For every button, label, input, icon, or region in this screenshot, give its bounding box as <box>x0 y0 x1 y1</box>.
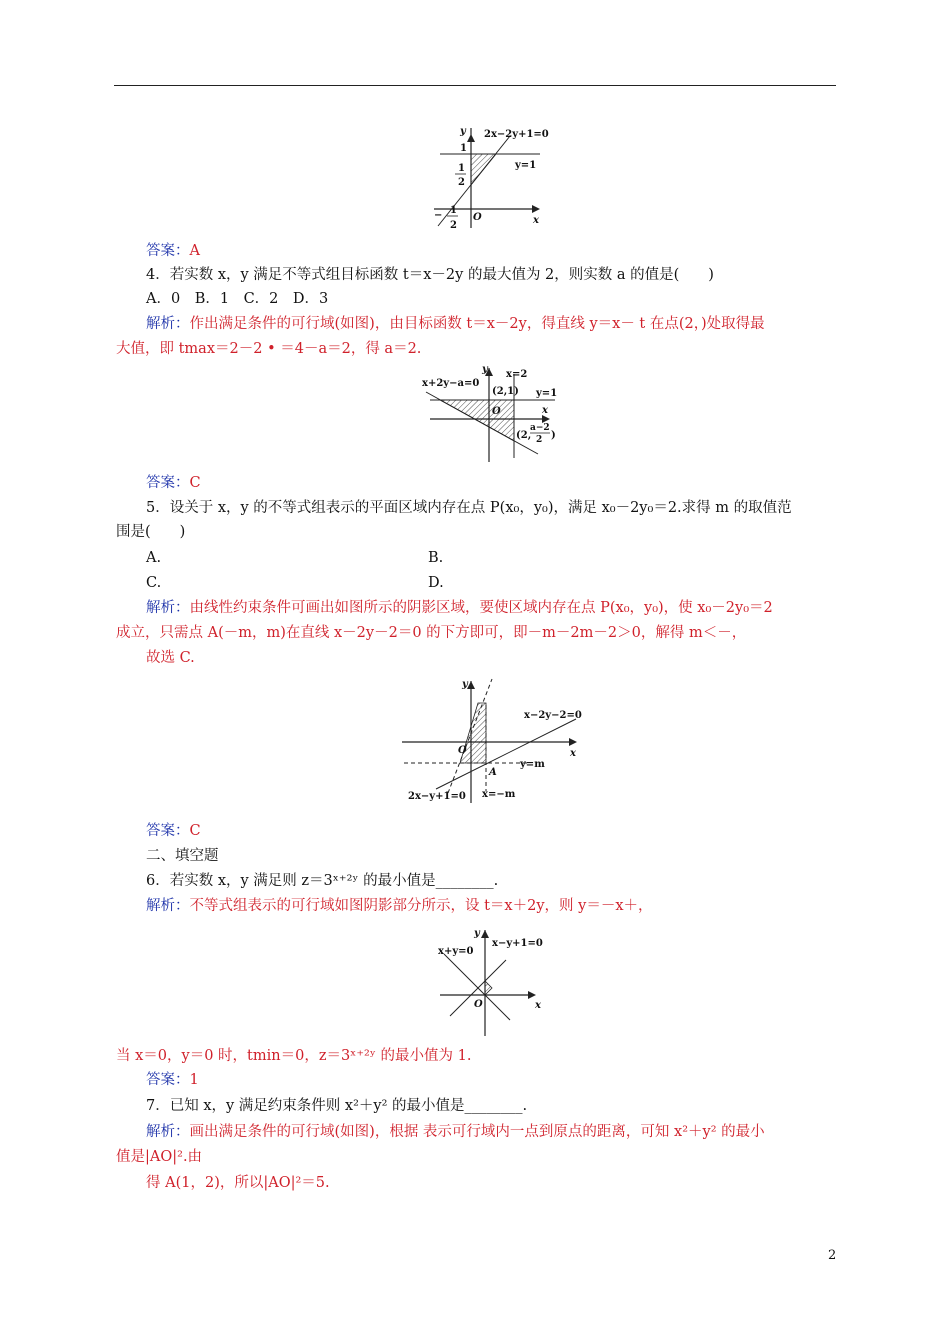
point-label: ) <box>551 430 556 441</box>
option-b: B. <box>428 550 444 566</box>
line-label: y=m <box>520 759 545 770</box>
line-label: 2x−2y+1=0 <box>484 129 549 140</box>
tick-label: 1 <box>450 205 457 216</box>
line-label: 2x−y+1=0 <box>408 791 466 802</box>
y-axis-label: y <box>462 679 468 690</box>
y-axis-label: y <box>482 364 488 375</box>
question-7-solution-end: 得 A(1，2)，所以|AO|²＝5. <box>146 1175 330 1191</box>
figure-4 <box>436 922 556 1040</box>
question-4-options: A．0 B．1 C．2 D．3 <box>146 291 329 307</box>
answer-1: 答案：A <box>146 243 200 259</box>
tick-label: 1 <box>460 143 467 154</box>
x-axis-label: x <box>542 405 548 416</box>
figure-3 <box>400 675 590 805</box>
line-label: x+y=0 <box>438 946 474 957</box>
answer-2: 答案：C <box>146 475 201 491</box>
origin-label: O <box>492 406 501 417</box>
origin-label: O <box>458 745 467 756</box>
question-4-solution: 解析：作出满足条件的可行域(如图)，由目标函数 t＝x－2y，得直线 y＝x－ t 在点(2，)处取得最 <box>146 316 765 332</box>
x-axis-label: x <box>533 215 539 226</box>
tick-label: − <box>434 210 443 221</box>
question-4-stem: 4．若实数 x，y 满足不等式组目标函数 t＝x－2y 的最大值为 2，则实数 a 的值是( ) <box>146 267 714 283</box>
tick-label: 2 <box>458 177 465 188</box>
figure-1 <box>420 120 560 232</box>
option-a: A. <box>146 550 162 566</box>
answer-4: 答案：1 <box>146 1072 199 1088</box>
tick-label: 2 <box>450 220 457 231</box>
x-axis-label: x <box>570 748 576 759</box>
y-axis-label: y <box>474 928 480 939</box>
origin-label: O <box>474 999 483 1010</box>
point-label: (2, <box>516 430 532 441</box>
question-6-solution: 解析：不等式组表示的可行域如图阴影部分所示，设 t＝x＋2y，则 y＝－x＋， <box>146 898 653 914</box>
answer-3: 答案：C <box>146 823 201 839</box>
question-5-stem-cont: 围是( ) <box>116 524 186 540</box>
page-number: 2 <box>828 1248 837 1263</box>
line-label: y=1 <box>515 160 537 171</box>
point-label: 2 <box>536 435 543 445</box>
point-label: a−2 <box>530 423 550 433</box>
option-d: D. <box>428 575 444 591</box>
origin-label: O <box>473 212 482 223</box>
line-label: x=2 <box>506 369 528 380</box>
question-4-solution-cont: 大值，即 tmax＝2－2 • ＝4－a＝2，得 a＝2. <box>116 341 422 357</box>
question-5-solution: 解析：由线性约束条件可画出如图所示的阴影区域，要使区域内存在点 P(x₀，y₀)，使 x₀－2y₀＝2 <box>146 600 773 616</box>
section-title: 二、填空题 <box>146 848 219 864</box>
question-6-stem: 6．若实数 x，y 满足则 z＝3ˣ⁺²ʸ 的最小值是________. <box>146 873 499 889</box>
point-a-label: A <box>489 767 497 778</box>
option-c: C. <box>146 575 162 591</box>
question-7-solution: 解析：画出满足条件的可行域(如图)，根据 表示可行域内一点到原点的距离，可知 x²＋y² 的最小 <box>146 1124 765 1140</box>
point-label: (2,1) <box>492 386 519 397</box>
line-label: y=1 <box>536 388 558 399</box>
question-5-solution-cont: 成立，只需点 A(－m，m)在直线 x－2y－2＝0 的下方即可，即－m－2m－2＞0，解得 m＜－， <box>116 625 747 641</box>
question-7-stem: 7．已知 x，y 满足约束条件则 x²＋y² 的最小值是________. <box>146 1098 528 1114</box>
tick-label: 1 <box>458 163 465 174</box>
question-7-solution-cont: 值是|AO|².由 <box>116 1149 203 1165</box>
line-label: x+2y−a=0 <box>422 378 480 389</box>
header-rule <box>114 85 836 86</box>
line-label: x=−m <box>482 789 516 800</box>
y-axis-label: y <box>460 126 466 137</box>
figure-2 <box>420 362 570 466</box>
question-5-stem: 5．设关于 x，y 的不等式组表示的平面区域内存在点 P(x₀，y₀)，满足 x₀－2y₀＝2.求得 m 的取值范 <box>146 500 792 516</box>
line-label: x−2y−2=0 <box>524 710 582 721</box>
question-6-solution-cont: 当 x＝0，y＝0 时，tmin＝0，z＝3ˣ⁺²ʸ 的最小值为 1. <box>116 1048 472 1064</box>
question-5-solution-end: 故选 C. <box>146 650 195 666</box>
x-axis-label: x <box>535 1000 541 1011</box>
line-label: x−y+1=0 <box>492 938 543 949</box>
